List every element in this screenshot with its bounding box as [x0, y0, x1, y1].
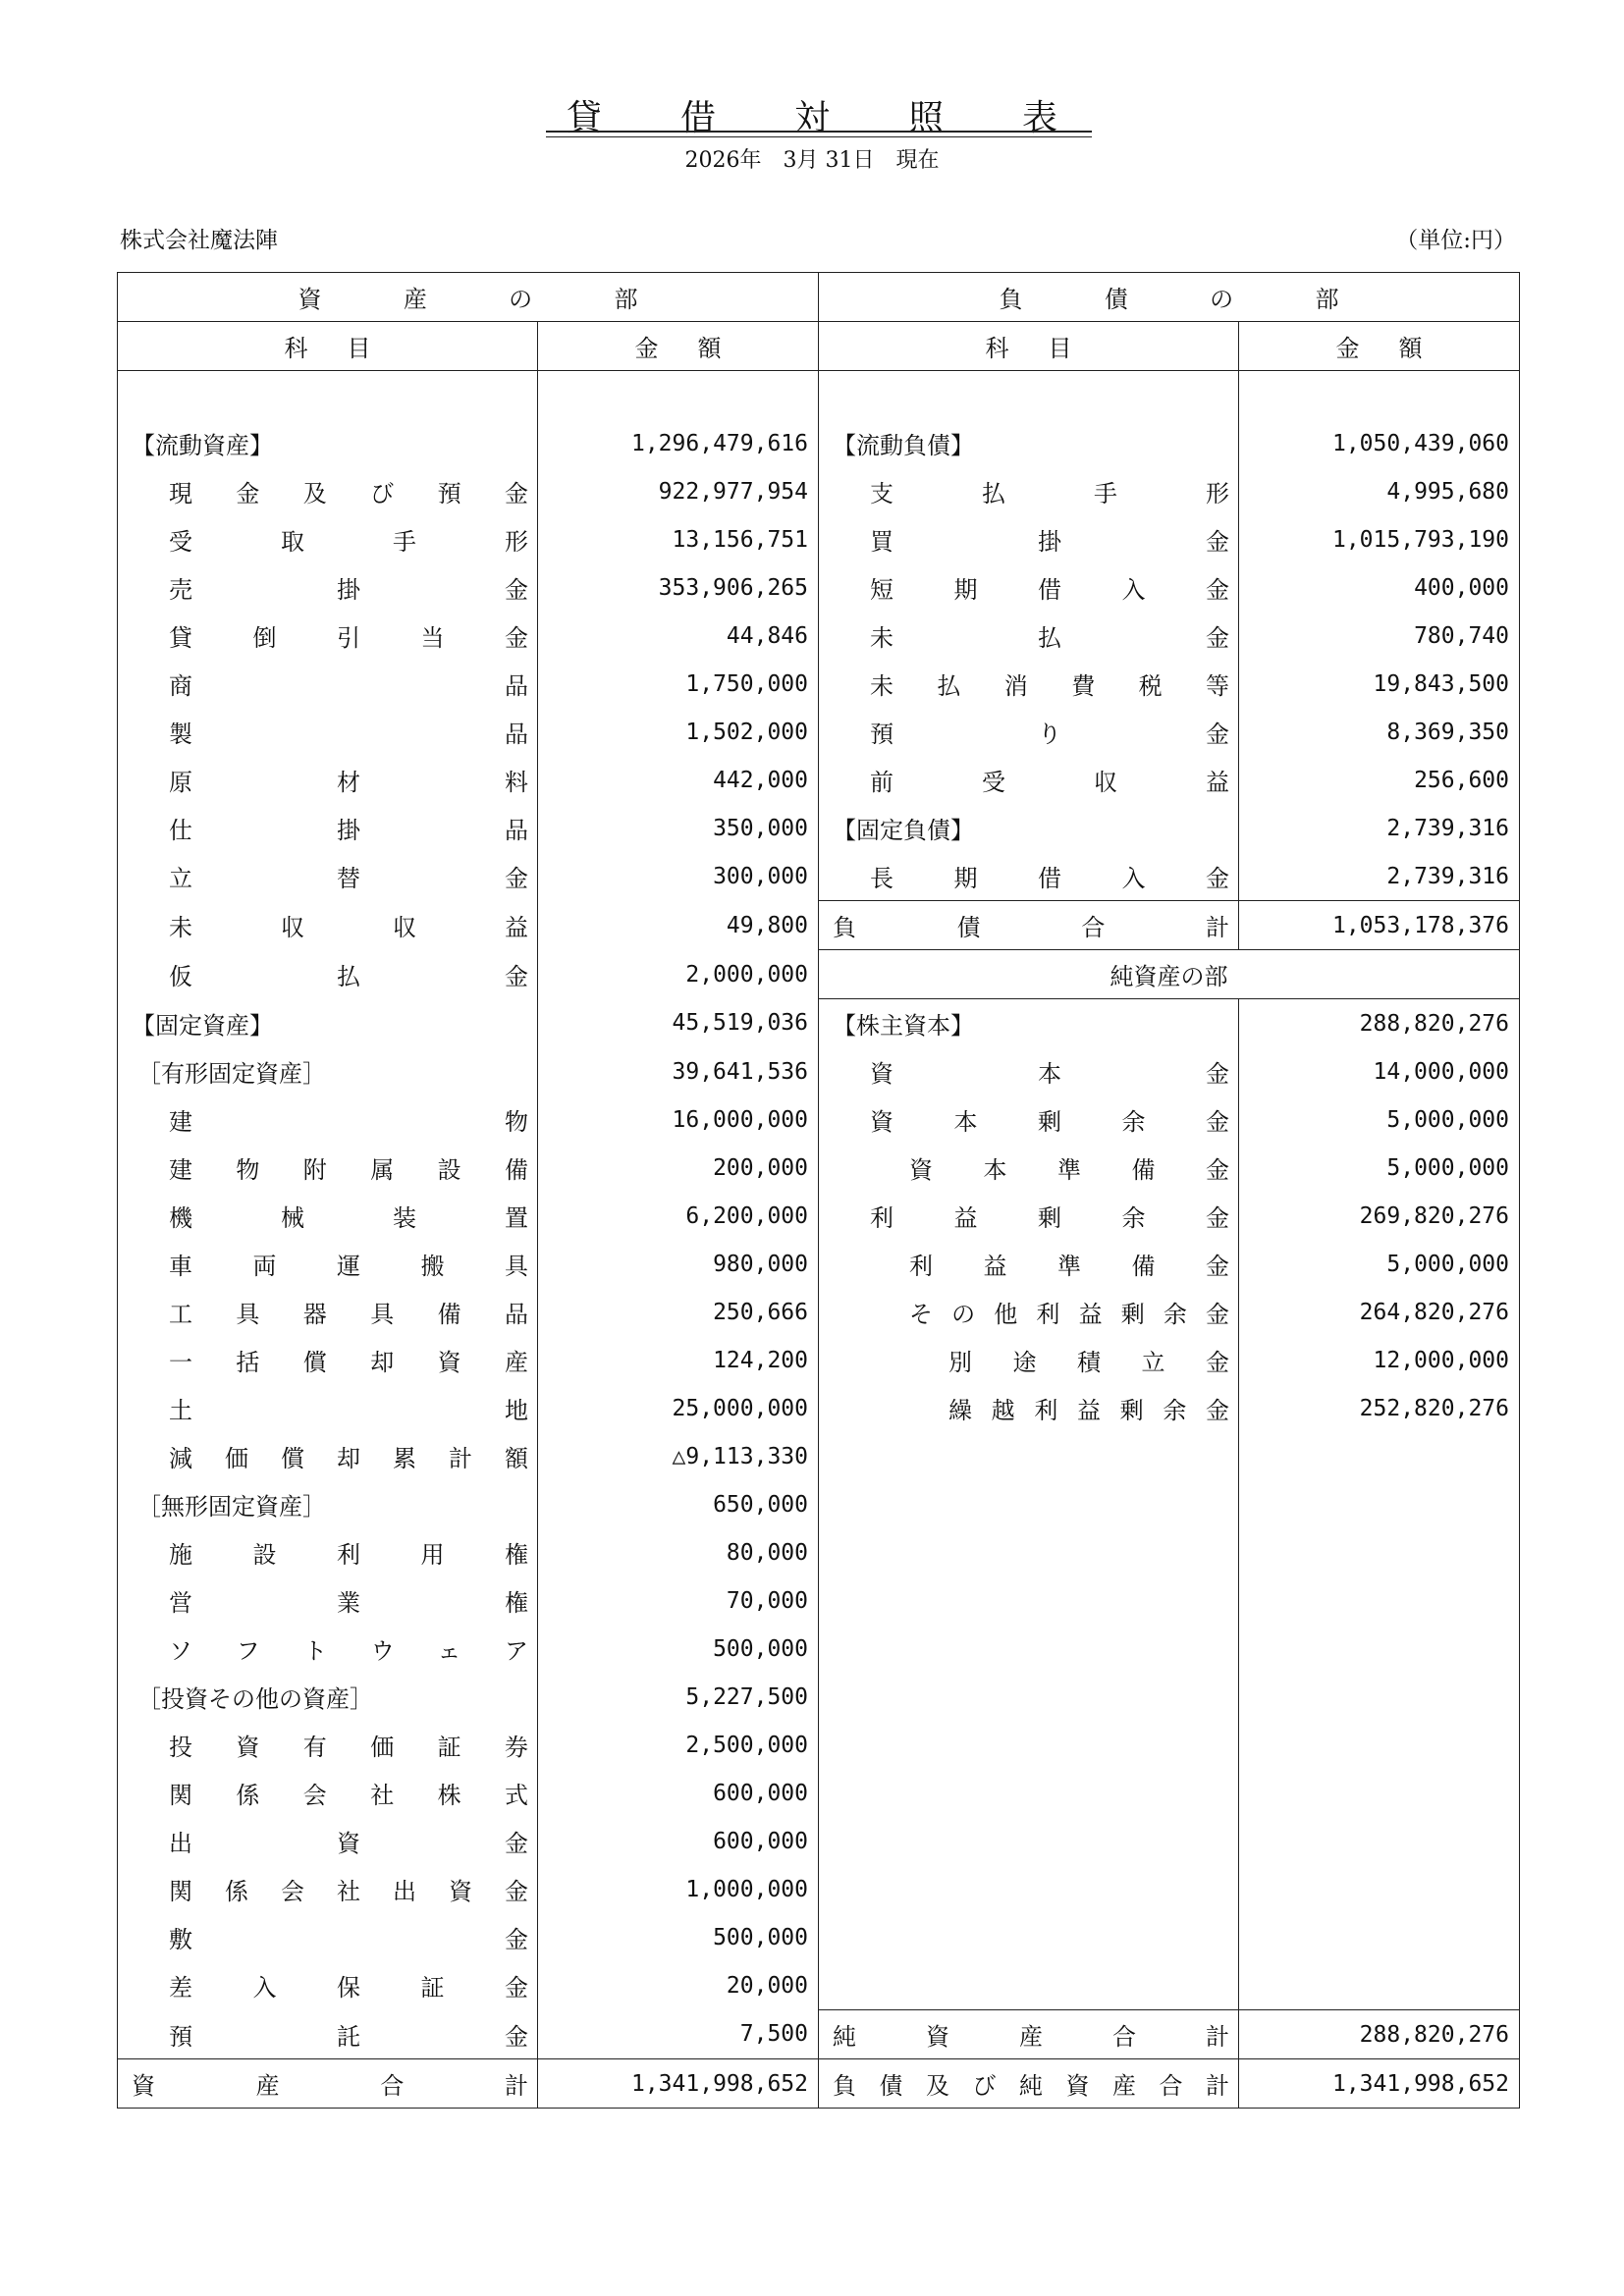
item-label-cell: [118, 1336, 538, 1384]
column-header-item: [819, 322, 1239, 371]
item-label-cell: [819, 1288, 1239, 1336]
amount-cell: 500,000: [538, 1625, 819, 1673]
item-label-cell: [118, 756, 538, 804]
item-label: 繰越利益剰余金: [948, 1397, 1229, 1424]
item-label-cell: [118, 2010, 538, 2059]
amount-cell: 1,750,000: [538, 660, 819, 708]
empty-cell: [819, 1625, 1239, 1673]
amount-cell: 1,053,178,376: [1239, 901, 1520, 950]
amount-cell: 256,600: [1239, 756, 1520, 804]
item-label: 関係会社出資金: [169, 1878, 528, 1905]
item-label: 【株主資本】: [833, 1012, 974, 1040]
empty-cell: [1239, 1913, 1520, 1961]
table-row: [118, 1047, 1520, 1095]
item-label-cell: [118, 852, 538, 901]
item-label: 製品: [169, 721, 528, 748]
table-row: [118, 852, 1520, 901]
title-underline-thin: [546, 136, 1092, 137]
item-label: 仮払金: [169, 963, 528, 990]
item-label: 短期借入金: [870, 576, 1229, 604]
item-label-cell: [118, 467, 538, 515]
amount-cell: 1,296,479,616: [538, 419, 819, 467]
spacer-row: [118, 371, 1520, 420]
amount-cell: 1,000,000: [538, 1865, 819, 1913]
item-label: 商品: [169, 672, 528, 700]
item-label: 資産合計: [132, 2072, 528, 2100]
amount-cell: 980,000: [538, 1240, 819, 1288]
amount-cell: 5,000,000: [1239, 1240, 1520, 1288]
column-header-item: [118, 322, 538, 371]
amount-cell: 49,800: [538, 901, 819, 950]
empty-cell: [1239, 1865, 1520, 1913]
item-label: 敷金: [169, 1926, 528, 1953]
item-label-cell: [819, 756, 1239, 804]
item-label: 資本準備金: [909, 1156, 1229, 1184]
table-row: [118, 419, 1520, 467]
amount-cell: 200,000: [538, 1144, 819, 1192]
item-label: ［投資その他の資産］: [137, 1685, 373, 1713]
spacer-cell: [538, 371, 819, 420]
amount-cell: 252,820,276: [1239, 1384, 1520, 1432]
table-row: [118, 1576, 1520, 1625]
amount-cell: 13,156,751: [538, 515, 819, 563]
item-label-cell: [118, 1961, 538, 2010]
report-date: 2026年 3月 31日 現在: [684, 148, 940, 173]
item-label: ソフトウェア: [169, 1637, 528, 1665]
item-label: 貸倒引当金: [169, 624, 528, 652]
item-label-cell: [819, 419, 1239, 467]
table-row: [118, 1865, 1520, 1913]
item-label-cell: [819, 1095, 1239, 1144]
item-label: 出資金: [169, 1830, 528, 1857]
grand-total-row: [118, 2059, 1520, 2109]
item-label: 土地: [169, 1397, 528, 1424]
item-label-cell: [118, 1576, 538, 1625]
amount-cell: △9,113,330: [538, 1432, 819, 1480]
liabilities-section-label: 負債の部: [999, 286, 1339, 313]
item-label: 車両運搬具: [169, 1253, 528, 1280]
amount-cell: 353,906,265: [538, 563, 819, 612]
amount-cell: 16,000,000: [538, 1095, 819, 1144]
item-label-cell: [118, 1528, 538, 1576]
amount-cell: 780,740: [1239, 612, 1520, 660]
amount-cell: 2,000,000: [538, 950, 819, 999]
item-label: その他利益剰余金: [909, 1301, 1229, 1328]
table-row: [118, 1913, 1520, 1961]
column-header-amount: [538, 322, 819, 371]
table-row: [118, 1336, 1520, 1384]
item-label-cell: [118, 1192, 538, 1240]
item-label-cell: [118, 999, 538, 1048]
unit-label: （単位:円）: [1395, 228, 1516, 253]
amount-cell: 1,502,000: [538, 708, 819, 756]
item-label-cell: [118, 1865, 538, 1913]
table-row: [118, 1384, 1520, 1432]
item-label: 減価償却累計額: [169, 1445, 528, 1472]
amount-cell: 650,000: [538, 1480, 819, 1528]
empty-cell: [1239, 1576, 1520, 1625]
empty-cell: [819, 1673, 1239, 1721]
item-label: 買掛金: [870, 528, 1229, 556]
empty-cell: [1239, 1769, 1520, 1817]
table-row: [118, 708, 1520, 756]
amount-cell: 922,977,954: [538, 467, 819, 515]
amount-cell: 1,050,439,060: [1239, 419, 1520, 467]
table-row: [118, 612, 1520, 660]
spacer-cell: [118, 371, 538, 420]
item-label-cell: [118, 950, 538, 999]
amount-cell: 500,000: [538, 1913, 819, 1961]
item-label: 受取手形: [169, 528, 528, 556]
item-label-cell: [118, 804, 538, 852]
section-header-row: [118, 273, 1520, 322]
item-label: 資本金: [870, 1060, 1229, 1088]
item-label: ［有形固定資産］: [137, 1060, 326, 1088]
empty-cell: [1239, 1528, 1520, 1576]
item-label: 投資有価証券: [169, 1734, 528, 1761]
item-label: 支払手形: [870, 480, 1229, 507]
amount-cell: 288,820,276: [1239, 999, 1520, 1048]
spacer-cell: [819, 371, 1239, 420]
item-label-cell: [118, 1144, 538, 1192]
empty-cell: [1239, 1625, 1520, 1673]
table-row: [118, 2010, 1520, 2059]
column-header-amount: [1239, 322, 1520, 371]
empty-cell: [819, 1961, 1239, 2010]
item-label: 関係会社株式: [169, 1782, 528, 1809]
amount-cell: 2,739,316: [1239, 852, 1520, 901]
amount-cell: 39,641,536: [538, 1047, 819, 1095]
amount-cell: 19,843,500: [1239, 660, 1520, 708]
amount-cell: 45,519,036: [538, 999, 819, 1048]
item-label-cell: [819, 1336, 1239, 1384]
item-label-cell: [118, 1817, 538, 1865]
balance-sheet-table: [117, 272, 1520, 2109]
item-label: 【流動資産】: [132, 432, 273, 459]
empty-cell: [819, 1721, 1239, 1769]
item-label: 一括償却資産: [169, 1349, 528, 1376]
empty-cell: [1239, 1817, 1520, 1865]
item-label-cell: [819, 563, 1239, 612]
amount-cell: 5,000,000: [1239, 1095, 1520, 1144]
item-label: 差入保証金: [169, 1974, 528, 2002]
amount-cell: 288,820,276: [1239, 2010, 1520, 2059]
empty-cell: [819, 1528, 1239, 1576]
amount-cell: 442,000: [538, 756, 819, 804]
item-label-cell: [819, 852, 1239, 901]
assets-section-label: 資産の部: [298, 286, 638, 313]
item-label: 機械装置: [169, 1204, 528, 1232]
table-row: [118, 804, 1520, 852]
item-label-cell: [118, 2059, 538, 2109]
amount-cell: 250,666: [538, 1288, 819, 1336]
item-label: 建物: [169, 1108, 528, 1136]
item-label: 未払金: [870, 624, 1229, 652]
table-row: [118, 1721, 1520, 1769]
amount-cell: 70,000: [538, 1576, 819, 1625]
net-assets-section-header: [819, 950, 1520, 999]
item-label-cell: [819, 612, 1239, 660]
liabilities-section-header: [819, 273, 1520, 322]
table-row: [118, 467, 1520, 515]
amount-cell: 14,000,000: [1239, 1047, 1520, 1095]
item-label: 長期借入金: [870, 865, 1229, 892]
item-label: 未収収益: [169, 914, 528, 941]
item-label-cell: [118, 708, 538, 756]
amount-cell: 264,820,276: [1239, 1288, 1520, 1336]
column-header-label: 金額: [634, 335, 722, 362]
item-label-cell: [118, 1384, 538, 1432]
table-row: [118, 1095, 1520, 1144]
item-label-cell: [118, 1240, 538, 1288]
item-label-cell: [118, 1721, 538, 1769]
item-label-cell: [819, 1047, 1239, 1095]
item-label-cell: [819, 515, 1239, 563]
empty-cell: [819, 1769, 1239, 1817]
amount-cell: 7,500: [538, 2010, 819, 2059]
item-label-cell: [118, 1432, 538, 1480]
item-label-cell: [118, 1288, 538, 1336]
item-label-cell: [118, 515, 538, 563]
item-label: 営業権: [169, 1589, 528, 1617]
item-label: 売掛金: [169, 576, 528, 604]
table-row: [118, 1673, 1520, 1721]
item-label: 負債合計: [833, 914, 1229, 941]
item-label: 利益剰余金: [870, 1204, 1229, 1232]
item-label-cell: [118, 612, 538, 660]
column-header-label: 金額: [1335, 335, 1423, 362]
amount-cell: 20,000: [538, 1961, 819, 2010]
item-label-cell: [819, 1240, 1239, 1288]
item-label-cell: [819, 2059, 1239, 2109]
assets-section-header: [118, 273, 819, 322]
column-header-label: 科目: [985, 335, 1072, 362]
table-row: [118, 901, 1520, 950]
column-header-row: [118, 322, 1520, 371]
table-row: [118, 1817, 1520, 1865]
document-title: 貸借対照表: [567, 98, 1057, 138]
empty-cell: [819, 1817, 1239, 1865]
item-label-cell: [118, 901, 538, 950]
table-row: [118, 1192, 1520, 1240]
table-row: [118, 1480, 1520, 1528]
item-label-cell: [118, 1913, 538, 1961]
empty-cell: [819, 1913, 1239, 1961]
amount-cell: 1,341,998,652: [1239, 2059, 1520, 2109]
amount-cell: 8,369,350: [1239, 708, 1520, 756]
amount-cell: 44,846: [538, 612, 819, 660]
item-label-cell: [819, 2010, 1239, 2059]
company-name: 株式会社魔法陣: [120, 228, 278, 253]
table-row: [118, 1240, 1520, 1288]
item-label: 【固定資産】: [132, 1011, 273, 1040]
empty-cell: [819, 1432, 1239, 1480]
item-label-cell: [819, 901, 1239, 950]
item-label-cell: [118, 1769, 538, 1817]
amount-cell: 25,000,000: [538, 1384, 819, 1432]
amount-cell: 5,000,000: [1239, 1144, 1520, 1192]
item-label-cell: [819, 804, 1239, 852]
item-label: 【固定負債】: [833, 817, 974, 844]
amount-cell: 1,341,998,652: [538, 2059, 819, 2109]
amount-cell: 2,739,316: [1239, 804, 1520, 852]
amount-cell: 350,000: [538, 804, 819, 852]
amount-cell: 5,227,500: [538, 1673, 819, 1721]
empty-cell: [1239, 1480, 1520, 1528]
item-label-cell: [118, 1047, 538, 1095]
item-label: 現金及び預金: [169, 480, 528, 507]
amount-cell: 269,820,276: [1239, 1192, 1520, 1240]
item-label: 利益準備金: [909, 1253, 1229, 1280]
amount-cell: 80,000: [538, 1528, 819, 1576]
item-label: 預り金: [870, 721, 1229, 748]
item-label: 立替金: [169, 865, 528, 893]
item-label: 負債及び純資産合計: [833, 2072, 1229, 2100]
item-label-cell: [819, 467, 1239, 515]
item-label: 施設利用権: [169, 1541, 528, 1569]
table-row: [118, 999, 1520, 1048]
empty-cell: [1239, 1673, 1520, 1721]
item-label: 預託金: [169, 2022, 528, 2051]
amount-cell: 400,000: [1239, 563, 1520, 612]
item-label-cell: [118, 563, 538, 612]
table-row: [118, 756, 1520, 804]
table-row: [118, 1144, 1520, 1192]
table-row: [118, 660, 1520, 708]
table-row: [118, 1288, 1520, 1336]
item-label: 原材料: [169, 769, 528, 796]
item-label: ［無形固定資産］: [137, 1493, 326, 1521]
item-label: 資本剰余金: [870, 1108, 1229, 1136]
empty-cell: [819, 1480, 1239, 1528]
item-label: 前受収益: [870, 769, 1229, 796]
item-label: 純資産合計: [833, 2023, 1229, 2051]
item-label: 建物附属設備: [169, 1156, 528, 1184]
column-header-label: 科目: [284, 335, 371, 362]
amount-cell: 1,015,793,190: [1239, 515, 1520, 563]
item-label-cell: [118, 1673, 538, 1721]
item-label-cell: [118, 660, 538, 708]
table-row: [118, 515, 1520, 563]
spacer-cell: [1239, 371, 1520, 420]
amount-cell: 4,995,680: [1239, 467, 1520, 515]
item-label-cell: [118, 1095, 538, 1144]
empty-cell: [1239, 1721, 1520, 1769]
item-label: 仕掛品: [169, 817, 528, 844]
table-row: [118, 563, 1520, 612]
item-label-cell: [118, 1625, 538, 1673]
empty-cell: [819, 1865, 1239, 1913]
empty-cell: [819, 1576, 1239, 1625]
item-label: 別途積立金: [948, 1349, 1229, 1376]
amount-cell: 6,200,000: [538, 1192, 819, 1240]
net-assets-section-label: 純資産の部: [1110, 963, 1228, 990]
table-row: [118, 950, 1520, 999]
item-label-cell: [819, 1192, 1239, 1240]
amount-cell: 124,200: [538, 1336, 819, 1384]
amount-cell: 300,000: [538, 852, 819, 901]
table-row: [118, 1961, 1520, 2010]
item-label-cell: [819, 660, 1239, 708]
item-label-cell: [819, 999, 1239, 1048]
table-row: [118, 1769, 1520, 1817]
item-label-cell: [118, 419, 538, 467]
item-label: 工具器具備品: [169, 1301, 528, 1328]
empty-cell: [1239, 1961, 1520, 2010]
table-row: [118, 1432, 1520, 1480]
item-label-cell: [819, 1384, 1239, 1432]
item-label: 【流動負債】: [833, 432, 974, 459]
item-label: 未払消費税等: [870, 672, 1229, 700]
amount-cell: 2,500,000: [538, 1721, 819, 1769]
amount-cell: 600,000: [538, 1769, 819, 1817]
title-underline: [546, 131, 1092, 133]
amount-cell: 600,000: [538, 1817, 819, 1865]
table-row: [118, 1528, 1520, 1576]
empty-cell: [1239, 1432, 1520, 1480]
item-label-cell: [819, 1144, 1239, 1192]
amount-cell: 12,000,000: [1239, 1336, 1520, 1384]
item-label-cell: [819, 708, 1239, 756]
item-label-cell: [118, 1480, 538, 1528]
table-row: [118, 1625, 1520, 1673]
